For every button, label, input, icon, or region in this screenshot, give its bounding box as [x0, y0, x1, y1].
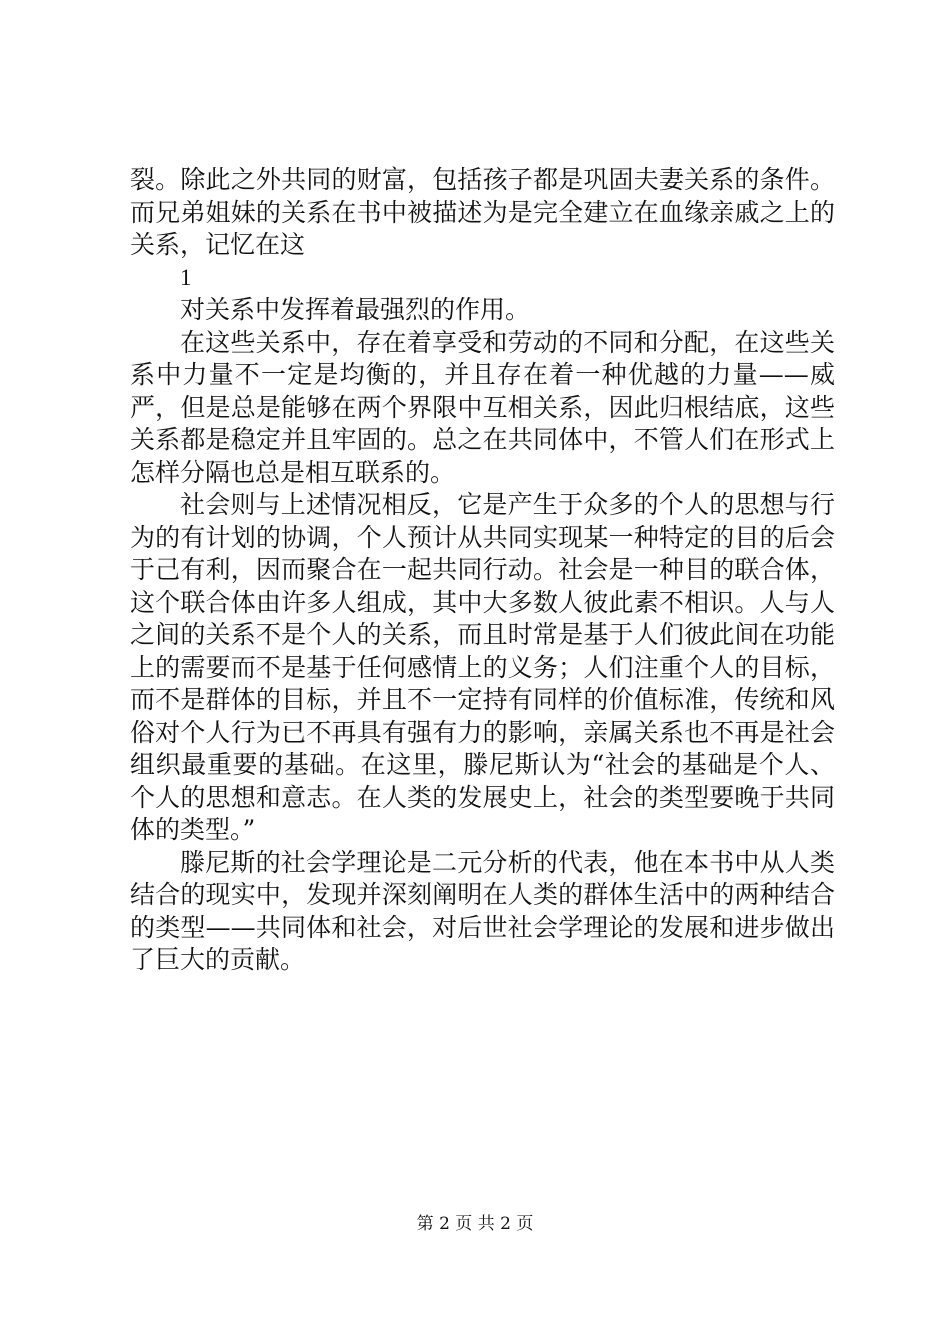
paragraph-5: 滕尼斯的社会学理论是二元分析的代表，他在本书中从人类结合的现实中，发现并深刻阐明在人类的群体生活中的两种结合的类型——共同体和社会，对后世社会学理论的发展和进步做出了巨大的贡献。 [130, 847, 835, 974]
paragraph-2: 对关系中发挥着最强烈的作用。 [180, 295, 531, 324]
page-footer: 第 2 页 共 2 页 [416, 1214, 534, 1234]
document-body [130, 164, 835, 977]
footnote-marker: 1 [180, 264, 192, 290]
paragraph-4: 社会则与上述情况相反，它是产生于众多的个人的思想与行为的有计划的协调，个人预计从共同实现某一种特定的目的后会于己有利，因而聚合在一起共同行动。社会是一种目的联合体，这个联合体由许多人组成，其中大多数人彼此素不相识。人与人之间的关系不是个人的关系，而且时常是基于人们彼此间在功能上的需要而不是基于任何感情上的义务；人们注重个人的目标，而不是群体的目标，并且不一定持有同样的价值标准，传统和风俗对个人行为已不再具有强有力的影响，亲属关系也不再是社会组织最重要的基础。在这里，滕尼斯认为“社会的基础是个人、个人的思想和意志。在人类的发展史上，社会的类型要晚于共同体的类型。” [130, 490, 835, 844]
paragraph-3: 在这些关系中，存在着享受和劳动的不同和分配，在这些关系中力量不一定是均衡的，并且存在着一种优越的力量——威严，但是总是能够在两个界限中互相关系，因此归根结底，这些关系都是稳定并且牢固的。总之在共同体中，不管人们在形式上怎样分隔也总是相互联系的。 [130, 327, 835, 487]
paragraph-1: 裂。除此之外共同的财富，包括孩子都是巩固夫妻关系的条件。而兄弟姐妹的关系在书中被描述为是完全建立在血缘亲戚之上的关系，记忆在这 [130, 165, 835, 259]
